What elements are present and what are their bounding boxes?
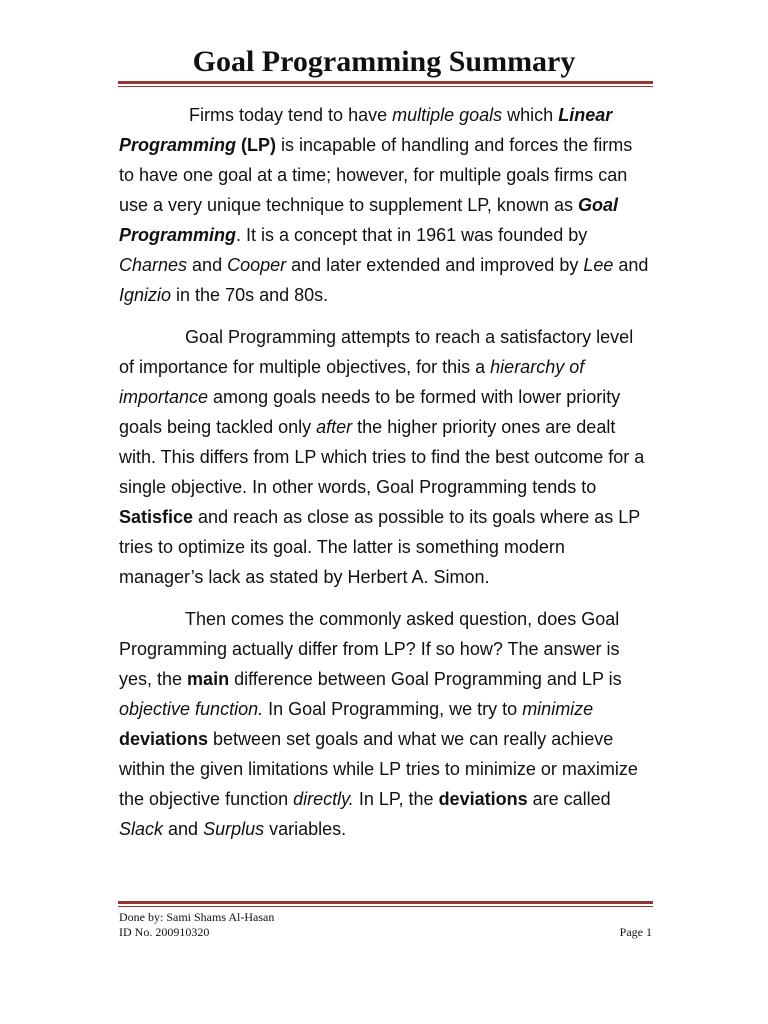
text-run: Satisfice: [119, 507, 194, 527]
header-rule-thin: [118, 86, 653, 87]
text-run: directly.: [293, 789, 354, 809]
text-run: are called: [527, 789, 611, 809]
text-run: Then comes the commonly asked question, does Goal Programming actually differ from LP? If so how? The answer is yes, the: [119, 609, 620, 689]
text-run: after: [316, 417, 353, 437]
text-run: and: [163, 819, 204, 839]
text-run: minimize: [522, 699, 594, 719]
text-run: Charnes: [119, 255, 188, 275]
text-run: deviations: [438, 789, 528, 809]
text-run: Linear Programming: [119, 105, 613, 155]
footer-row-author: [119, 910, 652, 925]
text-run: Goal Programming: [119, 195, 618, 245]
text-run: Cooper: [227, 255, 287, 275]
paragraph-1: [119, 100, 649, 310]
text-run: hierarchy of importance: [119, 357, 585, 407]
document-body: [119, 100, 649, 856]
text-run: variables.: [264, 819, 347, 839]
text-run: deviations: [119, 729, 209, 749]
text-run: Surplus: [203, 819, 265, 839]
paragraph-3: [119, 604, 649, 844]
footer-id: ID No. 200910320: [119, 925, 210, 939]
header-rule: [118, 81, 653, 87]
text-run: (LP): [241, 135, 277, 155]
footer-author: Done by: Sami Shams Al-Hasan: [119, 910, 275, 924]
text-run: among goals needs to be formed with lower priority goals being tackled only: [119, 387, 621, 437]
text-run: Slack: [119, 819, 164, 839]
page-title: Goal Programming Summary: [192, 45, 576, 78]
text-run: difference between Goal Programming and LP is: [229, 669, 622, 689]
footer-rule-thin: [118, 906, 653, 907]
text-run: . It is a concept that in 1961 was founded by: [236, 225, 588, 245]
text-run: is incapable of handling and forces the firms to have one goal at a time; however, for multiple goals firms can use a very unique technique to supplement LP, known as: [119, 135, 633, 215]
text-run: In Goal Programming, we try to: [263, 699, 523, 719]
footer-rule-thick: [118, 901, 653, 904]
footer-row-id: [119, 925, 652, 940]
text-run: and: [187, 255, 228, 275]
text-run: between set goals and what we can really achieve within the given limitations while LP tries to minimize or maximize the objective function: [119, 729, 638, 809]
footer-page-number: Page 1: [619, 925, 652, 939]
header-rule-thick: [118, 81, 653, 84]
page-footer: [119, 910, 652, 940]
text-run: and: [613, 255, 649, 275]
text-run: main: [187, 669, 230, 689]
text-run: multiple goals: [392, 105, 503, 125]
text-run: In LP, the: [353, 789, 439, 809]
text-run: the higher priority ones are dealt with. This differs from LP which tries to find the best outcome for a single objective. In other words, Goal Programming tends to: [119, 417, 645, 497]
text-run: and later extended and improved by: [286, 255, 584, 275]
text-run: in the 70s and 80s.: [171, 285, 329, 305]
text-run: Goal Programming attempts to reach a satisfactory level of importance for multiple objectives, for this a: [119, 327, 634, 377]
text-run: and reach as close as possible to its goals where as LP tries to optimize its goal. The latter is something modern manager’s lack as stated by Herbert A. Simon.: [119, 507, 640, 587]
footer-rule: [118, 901, 653, 907]
text-run: which: [502, 105, 559, 125]
text-run: objective function.: [119, 699, 264, 719]
text-run: Lee: [583, 255, 614, 275]
text-run: Ignizio: [119, 285, 172, 305]
text-run: Firms today tend to have: [189, 105, 393, 125]
paragraph-2: [119, 322, 649, 592]
